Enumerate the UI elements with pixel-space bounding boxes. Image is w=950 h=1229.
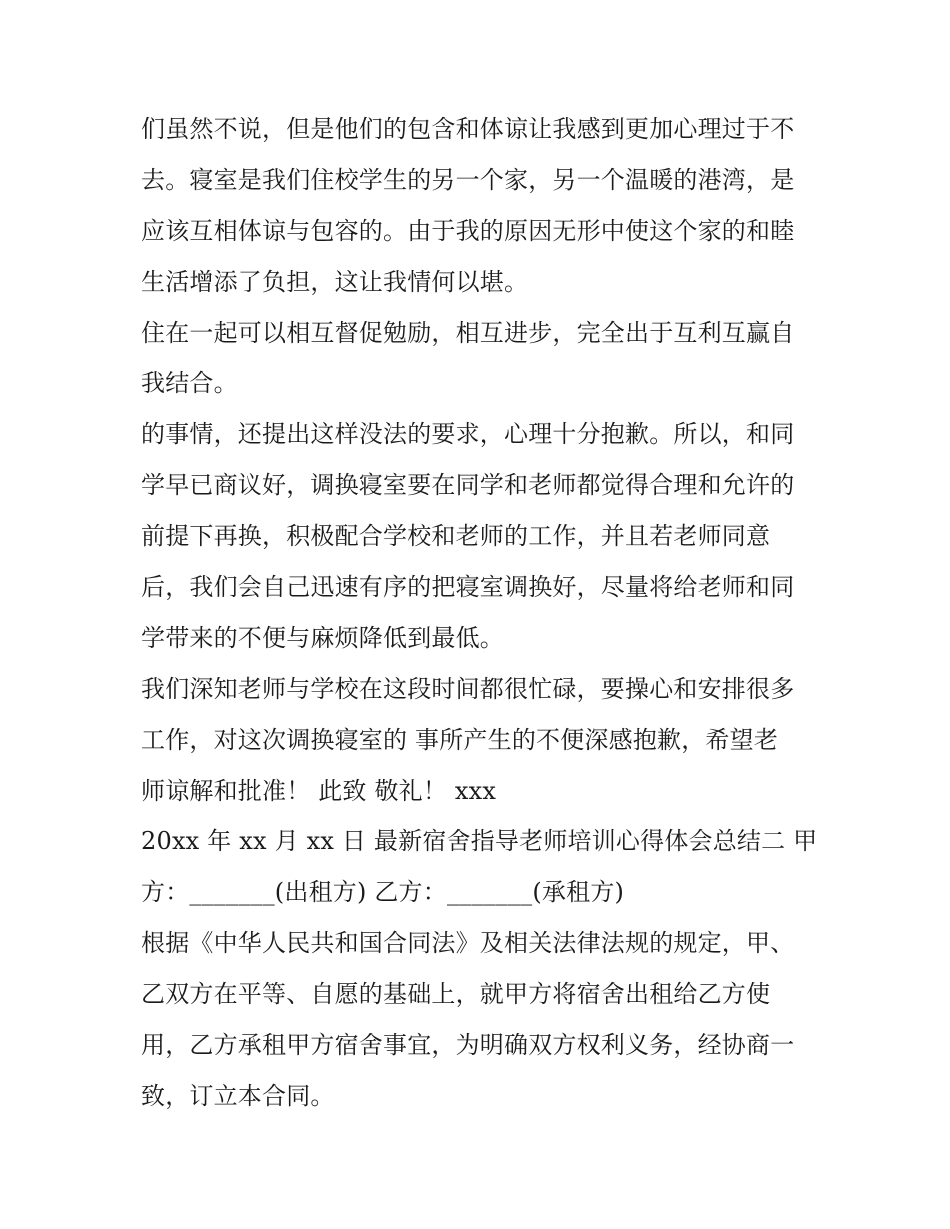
text-line: 学带来的不便与麻烦降低到最低。	[141, 623, 504, 652]
text-line: 去。寝室是我们住校学生的另一个家，另一个温暖的港湾，是	[141, 165, 795, 194]
text-line: 应该互相体谅与包容的。由于我的原因无形中使这个家的和睦	[141, 216, 795, 245]
text-line: 根据《中华人民共和国合同法》及相关法律法规的规定，甲、	[141, 929, 795, 958]
text-line: 乙双方在平等、自愿的基础上，就甲方将宿舍出租给乙方使	[141, 980, 771, 1009]
text-line: 致，订立本合同。	[141, 1081, 335, 1110]
text-line: 生活增添了负担，这让我情何以堪。	[141, 267, 529, 296]
document-body	[141, 104, 821, 1122]
text-line: 的事情，还提出这样没法的要求，心理十分抱歉。所以，和同	[141, 420, 795, 449]
text-line: 20xx 年 xx 月 xx 日 最新宿舍指导老师培训心得体会总结二 甲	[141, 827, 818, 856]
text-line: 工作，对这次调换寝室的 事所产生的不便深感抱歉，希望老	[141, 725, 779, 754]
text-line: 方：_______(出租方) 乙方：_______(承租方)	[141, 878, 625, 907]
text-line: 用，乙方承租甲方宿舍事宜，为明确双方权利义务，经协商一	[141, 1031, 795, 1060]
text-line: 住在一起可以相互督促勉励，相互进步，完全出于互利互赢自	[141, 318, 795, 347]
text-line: 师谅解和批准！ 此致 敬礼！ xxx	[141, 776, 497, 805]
text-line: 们虽然不说，但是他们的包含和体谅让我感到更加心理过于不	[141, 115, 795, 143]
text-line: 后，我们会自己迅速有序的把寝室调换好，尽量将给老师和同	[141, 573, 795, 602]
text-line: 学早已商议好，调换寝室要在同学和老师都觉得合理和允许的	[141, 471, 795, 500]
text-line: 前提下再换，积极配合学校和老师的工作，并且若老师同意	[141, 522, 771, 551]
text-line: 我结合。	[141, 369, 238, 398]
text-line: 我们深知老师与学校在这段时间都很忙碌，要操心和安排很多	[141, 674, 795, 703]
